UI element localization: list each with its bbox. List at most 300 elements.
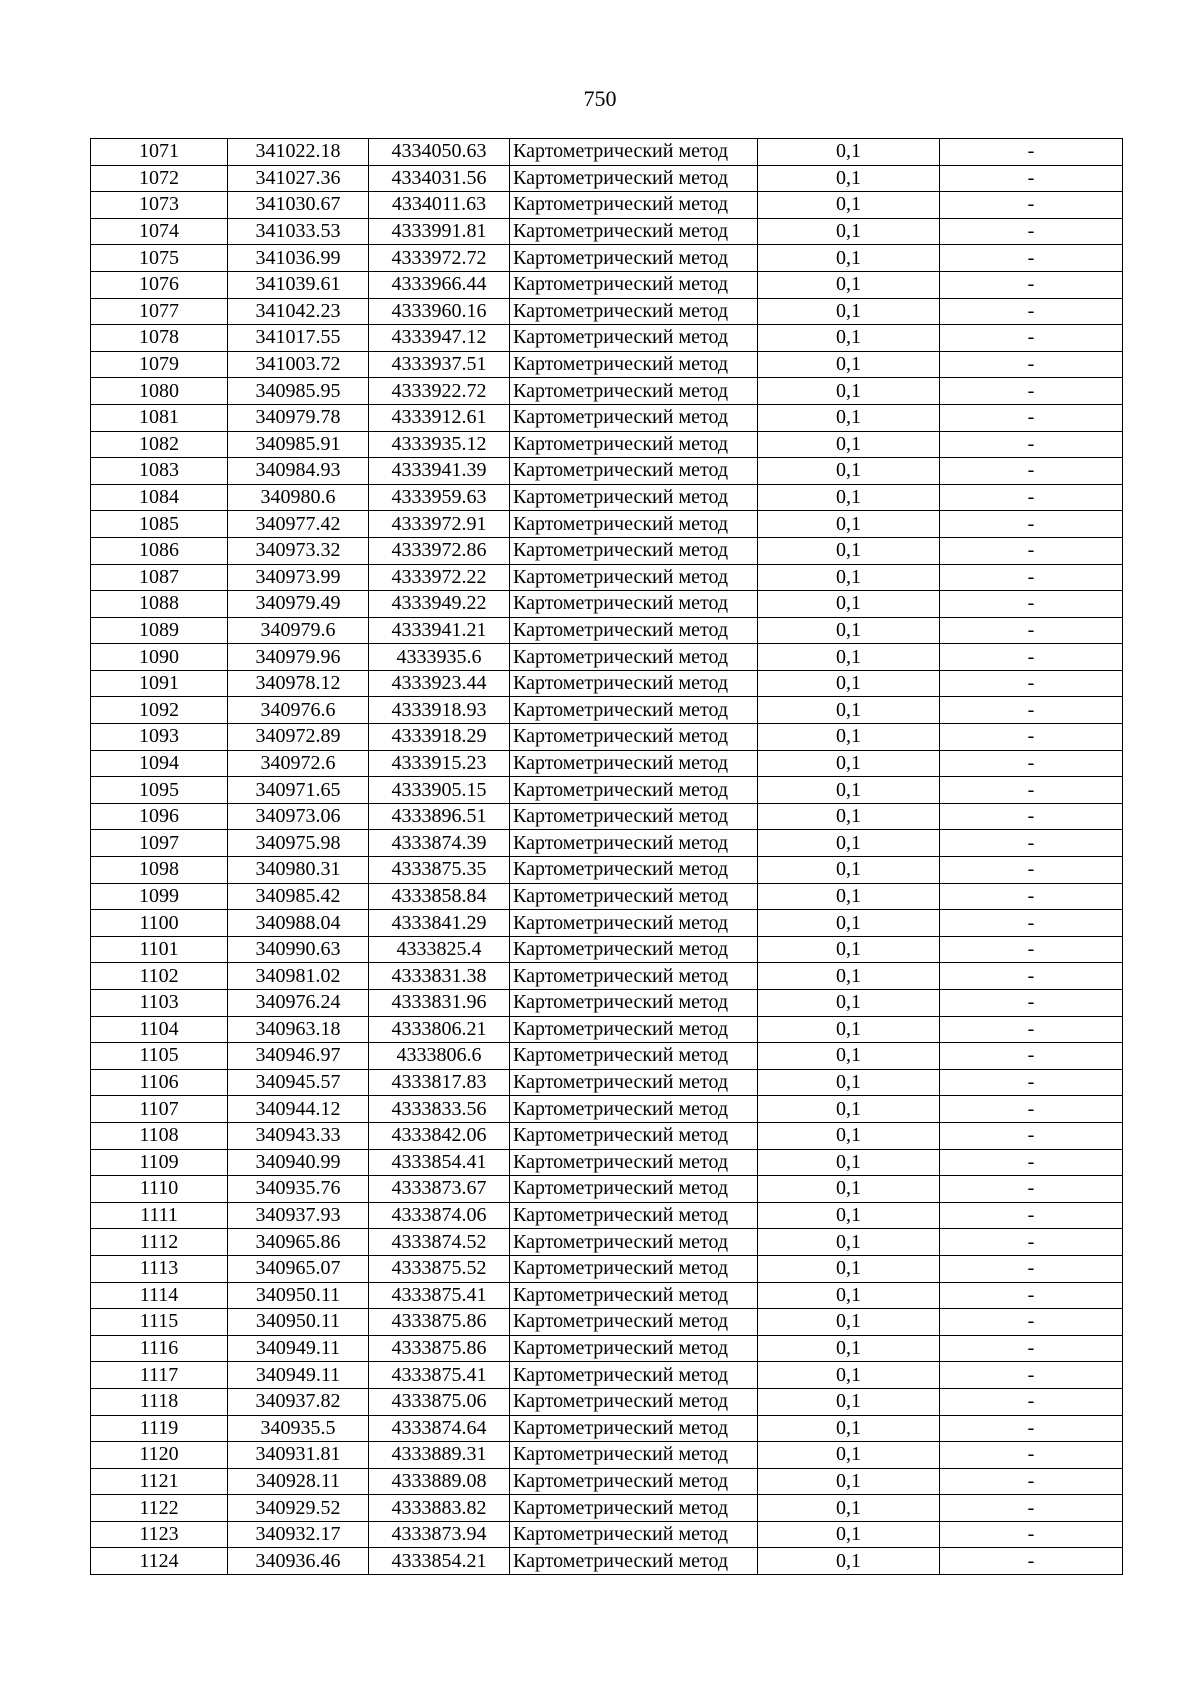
note-cell: - xyxy=(940,1442,1123,1469)
point-number-cell: 1084 xyxy=(91,484,228,511)
method-cell: Картометрический метод xyxy=(510,1229,758,1256)
point-number-cell: 1118 xyxy=(91,1388,228,1415)
point-number-cell: 1089 xyxy=(91,617,228,644)
table-row xyxy=(91,1495,1123,1522)
table-row xyxy=(91,1548,1123,1575)
method-cell: Картометрический метод xyxy=(510,990,758,1017)
x-coordinate-cell: 340935.76 xyxy=(228,1176,369,1203)
point-number-cell: 1110 xyxy=(91,1176,228,1203)
note-cell: - xyxy=(940,1468,1123,1495)
table-row xyxy=(91,1255,1123,1282)
table-row xyxy=(91,325,1123,352)
point-number-cell: 1094 xyxy=(91,750,228,777)
accuracy-cell: 0,1 xyxy=(758,910,940,937)
x-coordinate-cell: 341030.67 xyxy=(228,192,369,219)
method-cell: Картометрический метод xyxy=(510,857,758,884)
note-cell: - xyxy=(940,139,1123,166)
accuracy-cell: 0,1 xyxy=(758,351,940,378)
table-row xyxy=(91,1442,1123,1469)
note-cell: - xyxy=(940,1043,1123,1070)
method-cell: Картометрический метод xyxy=(510,1043,758,1070)
note-cell: - xyxy=(940,963,1123,990)
table-row xyxy=(91,1282,1123,1309)
table-row xyxy=(91,591,1123,618)
y-coordinate-cell: 4333889.08 xyxy=(369,1468,510,1495)
accuracy-cell: 0,1 xyxy=(758,298,940,325)
method-cell: Картометрический метод xyxy=(510,564,758,591)
accuracy-cell: 0,1 xyxy=(758,1468,940,1495)
accuracy-cell: 0,1 xyxy=(758,1548,940,1575)
y-coordinate-cell: 4333937.51 xyxy=(369,351,510,378)
x-coordinate-cell: 341022.18 xyxy=(228,139,369,166)
y-coordinate-cell: 4333915.23 xyxy=(369,750,510,777)
point-number-cell: 1116 xyxy=(91,1335,228,1362)
note-cell: - xyxy=(940,1229,1123,1256)
y-coordinate-cell: 4334031.56 xyxy=(369,165,510,192)
x-coordinate-cell: 340937.82 xyxy=(228,1388,369,1415)
y-coordinate-cell: 4333918.93 xyxy=(369,697,510,724)
note-cell: - xyxy=(940,1282,1123,1309)
x-coordinate-cell: 340940.99 xyxy=(228,1149,369,1176)
note-cell: - xyxy=(940,1016,1123,1043)
note-cell: - xyxy=(940,351,1123,378)
note-cell: - xyxy=(940,1495,1123,1522)
method-cell: Картометрический метод xyxy=(510,910,758,937)
point-number-cell: 1106 xyxy=(91,1069,228,1096)
table-row xyxy=(91,1069,1123,1096)
note-cell: - xyxy=(940,1176,1123,1203)
x-coordinate-cell: 340950.11 xyxy=(228,1309,369,1336)
y-coordinate-cell: 4333959.63 xyxy=(369,484,510,511)
table-row xyxy=(91,192,1123,219)
y-coordinate-cell: 4333949.22 xyxy=(369,591,510,618)
y-coordinate-cell: 4333912.61 xyxy=(369,404,510,431)
y-coordinate-cell: 4333833.56 xyxy=(369,1096,510,1123)
point-number-cell: 1078 xyxy=(91,325,228,352)
note-cell: - xyxy=(940,1335,1123,1362)
x-coordinate-cell: 340963.18 xyxy=(228,1016,369,1043)
method-cell: Картометрический метод xyxy=(510,936,758,963)
x-coordinate-cell: 340979.78 xyxy=(228,404,369,431)
coordinates-table-body xyxy=(91,139,1123,1575)
x-coordinate-cell: 340973.99 xyxy=(228,564,369,591)
method-cell: Картометрический метод xyxy=(510,1149,758,1176)
point-number-cell: 1081 xyxy=(91,404,228,431)
point-number-cell: 1119 xyxy=(91,1415,228,1442)
table-row xyxy=(91,1122,1123,1149)
y-coordinate-cell: 4334011.63 xyxy=(369,192,510,219)
note-cell: - xyxy=(940,830,1123,857)
method-cell: Картометрический метод xyxy=(510,1521,758,1548)
y-coordinate-cell: 4333883.82 xyxy=(369,1495,510,1522)
accuracy-cell: 0,1 xyxy=(758,963,940,990)
y-coordinate-cell: 4333873.67 xyxy=(369,1176,510,1203)
method-cell: Картометрический метод xyxy=(510,351,758,378)
method-cell: Картометрический метод xyxy=(510,1442,758,1469)
x-coordinate-cell: 340937.93 xyxy=(228,1202,369,1229)
accuracy-cell: 0,1 xyxy=(758,245,940,272)
y-coordinate-cell: 4333947.12 xyxy=(369,325,510,352)
accuracy-cell: 0,1 xyxy=(758,511,940,538)
note-cell: - xyxy=(940,458,1123,485)
method-cell: Картометрический метод xyxy=(510,750,758,777)
accuracy-cell: 0,1 xyxy=(758,325,940,352)
note-cell: - xyxy=(940,404,1123,431)
y-coordinate-cell: 4333858.84 xyxy=(369,883,510,910)
x-coordinate-cell: 341039.61 xyxy=(228,271,369,298)
method-cell: Картометрический метод xyxy=(510,1282,758,1309)
table-row xyxy=(91,936,1123,963)
method-cell: Картометрический метод xyxy=(510,963,758,990)
accuracy-cell: 0,1 xyxy=(758,644,940,671)
method-cell: Картометрический метод xyxy=(510,537,758,564)
accuracy-cell: 0,1 xyxy=(758,1043,940,1070)
point-number-cell: 1080 xyxy=(91,378,228,405)
y-coordinate-cell: 4333873.94 xyxy=(369,1521,510,1548)
note-cell: - xyxy=(940,670,1123,697)
y-coordinate-cell: 4333874.06 xyxy=(369,1202,510,1229)
accuracy-cell: 0,1 xyxy=(758,697,940,724)
accuracy-cell: 0,1 xyxy=(758,1362,940,1389)
point-number-cell: 1088 xyxy=(91,591,228,618)
table-row xyxy=(91,484,1123,511)
accuracy-cell: 0,1 xyxy=(758,271,940,298)
accuracy-cell: 0,1 xyxy=(758,857,940,884)
page-number: 750 xyxy=(583,86,617,111)
x-coordinate-cell: 340985.95 xyxy=(228,378,369,405)
x-coordinate-cell: 340965.86 xyxy=(228,1229,369,1256)
x-coordinate-cell: 340979.6 xyxy=(228,617,369,644)
y-coordinate-cell: 4333875.41 xyxy=(369,1362,510,1389)
accuracy-cell: 0,1 xyxy=(758,883,940,910)
y-coordinate-cell: 4333875.41 xyxy=(369,1282,510,1309)
table-row xyxy=(91,1362,1123,1389)
accuracy-cell: 0,1 xyxy=(758,1415,940,1442)
method-cell: Картометрический метод xyxy=(510,1016,758,1043)
note-cell: - xyxy=(940,245,1123,272)
x-coordinate-cell: 340944.12 xyxy=(228,1096,369,1123)
note-cell: - xyxy=(940,1521,1123,1548)
note-cell: - xyxy=(940,1362,1123,1389)
x-coordinate-cell: 341003.72 xyxy=(228,351,369,378)
point-number-cell: 1122 xyxy=(91,1495,228,1522)
accuracy-cell: 0,1 xyxy=(758,1495,940,1522)
accuracy-cell: 0,1 xyxy=(758,1122,940,1149)
x-coordinate-cell: 340984.93 xyxy=(228,458,369,485)
note-cell: - xyxy=(940,1202,1123,1229)
method-cell: Картометрический метод xyxy=(510,670,758,697)
x-coordinate-cell: 340985.91 xyxy=(228,431,369,458)
x-coordinate-cell: 340971.65 xyxy=(228,777,369,804)
table-row xyxy=(91,803,1123,830)
method-cell: Картометрический метод xyxy=(510,697,758,724)
y-coordinate-cell: 4333905.15 xyxy=(369,777,510,804)
method-cell: Картометрический метод xyxy=(510,218,758,245)
x-coordinate-cell: 340945.57 xyxy=(228,1069,369,1096)
x-coordinate-cell: 340932.17 xyxy=(228,1521,369,1548)
y-coordinate-cell: 4333831.38 xyxy=(369,963,510,990)
point-number-cell: 1093 xyxy=(91,724,228,751)
method-cell: Картометрический метод xyxy=(510,139,758,166)
note-cell: - xyxy=(940,537,1123,564)
x-coordinate-cell: 340935.5 xyxy=(228,1415,369,1442)
x-coordinate-cell: 340965.07 xyxy=(228,1255,369,1282)
method-cell: Картометрический метод xyxy=(510,1069,758,1096)
method-cell: Картометрический метод xyxy=(510,1176,758,1203)
method-cell: Картометрический метод xyxy=(510,484,758,511)
method-cell: Картометрический метод xyxy=(510,644,758,671)
y-coordinate-cell: 4333817.83 xyxy=(369,1069,510,1096)
accuracy-cell: 0,1 xyxy=(758,564,940,591)
table-row xyxy=(91,830,1123,857)
table-row xyxy=(91,990,1123,1017)
point-number-cell: 1095 xyxy=(91,777,228,804)
point-number-cell: 1102 xyxy=(91,963,228,990)
method-cell: Картометрический метод xyxy=(510,777,758,804)
note-cell: - xyxy=(940,378,1123,405)
table-row xyxy=(91,910,1123,937)
y-coordinate-cell: 4333875.86 xyxy=(369,1335,510,1362)
table-row xyxy=(91,271,1123,298)
table-row xyxy=(91,670,1123,697)
y-coordinate-cell: 4333923.44 xyxy=(369,670,510,697)
y-coordinate-cell: 4333806.6 xyxy=(369,1043,510,1070)
table-row xyxy=(91,431,1123,458)
method-cell: Картометрический метод xyxy=(510,1309,758,1336)
table-row xyxy=(91,139,1123,166)
table-row xyxy=(91,617,1123,644)
method-cell: Картометрический метод xyxy=(510,1335,758,1362)
point-number-cell: 1075 xyxy=(91,245,228,272)
method-cell: Картометрический метод xyxy=(510,245,758,272)
table-row xyxy=(91,963,1123,990)
method-cell: Картометрический метод xyxy=(510,724,758,751)
point-number-cell: 1100 xyxy=(91,910,228,937)
point-number-cell: 1117 xyxy=(91,1362,228,1389)
accuracy-cell: 0,1 xyxy=(758,165,940,192)
method-cell: Картометрический метод xyxy=(510,1122,758,1149)
accuracy-cell: 0,1 xyxy=(758,591,940,618)
table-row xyxy=(91,857,1123,884)
point-number-cell: 1109 xyxy=(91,1149,228,1176)
note-cell: - xyxy=(940,431,1123,458)
x-coordinate-cell: 340985.42 xyxy=(228,883,369,910)
accuracy-cell: 0,1 xyxy=(758,1309,940,1336)
point-number-cell: 1073 xyxy=(91,192,228,219)
table-row xyxy=(91,724,1123,751)
x-coordinate-cell: 340950.11 xyxy=(228,1282,369,1309)
accuracy-cell: 0,1 xyxy=(758,1149,940,1176)
method-cell: Картометрический метод xyxy=(510,1362,758,1389)
note-cell: - xyxy=(940,1149,1123,1176)
note-cell: - xyxy=(940,484,1123,511)
accuracy-cell: 0,1 xyxy=(758,750,940,777)
y-coordinate-cell: 4333972.22 xyxy=(369,564,510,591)
accuracy-cell: 0,1 xyxy=(758,218,940,245)
point-number-cell: 1103 xyxy=(91,990,228,1017)
y-coordinate-cell: 4333922.72 xyxy=(369,378,510,405)
note-cell: - xyxy=(940,883,1123,910)
note-cell: - xyxy=(940,910,1123,937)
table-row xyxy=(91,218,1123,245)
x-coordinate-cell: 340988.04 xyxy=(228,910,369,937)
method-cell: Картометрический метод xyxy=(510,298,758,325)
x-coordinate-cell: 340972.89 xyxy=(228,724,369,751)
x-coordinate-cell: 340949.11 xyxy=(228,1335,369,1362)
accuracy-cell: 0,1 xyxy=(758,990,940,1017)
point-number-cell: 1083 xyxy=(91,458,228,485)
point-number-cell: 1099 xyxy=(91,883,228,910)
y-coordinate-cell: 4333972.91 xyxy=(369,511,510,538)
point-number-cell: 1120 xyxy=(91,1442,228,1469)
table-row xyxy=(91,750,1123,777)
y-coordinate-cell: 4333896.51 xyxy=(369,803,510,830)
method-cell: Картометрический метод xyxy=(510,165,758,192)
y-coordinate-cell: 4333966.44 xyxy=(369,271,510,298)
x-coordinate-cell: 340979.96 xyxy=(228,644,369,671)
accuracy-cell: 0,1 xyxy=(758,1388,940,1415)
accuracy-cell: 0,1 xyxy=(758,484,940,511)
note-cell: - xyxy=(940,218,1123,245)
method-cell: Картометрический метод xyxy=(510,803,758,830)
x-coordinate-cell: 340975.98 xyxy=(228,830,369,857)
method-cell: Картометрический метод xyxy=(510,404,758,431)
y-coordinate-cell: 4333875.52 xyxy=(369,1255,510,1282)
table-row xyxy=(91,298,1123,325)
note-cell: - xyxy=(940,697,1123,724)
method-cell: Картометрический метод xyxy=(510,1388,758,1415)
method-cell: Картометрический метод xyxy=(510,883,758,910)
note-cell: - xyxy=(940,564,1123,591)
y-coordinate-cell: 4333874.39 xyxy=(369,830,510,857)
x-coordinate-cell: 340979.49 xyxy=(228,591,369,618)
point-number-cell: 1085 xyxy=(91,511,228,538)
method-cell: Картометрический метод xyxy=(510,511,758,538)
x-coordinate-cell: 340973.32 xyxy=(228,537,369,564)
table-row xyxy=(91,1335,1123,1362)
point-number-cell: 1121 xyxy=(91,1468,228,1495)
accuracy-cell: 0,1 xyxy=(758,1335,940,1362)
y-coordinate-cell: 4333935.6 xyxy=(369,644,510,671)
accuracy-cell: 0,1 xyxy=(758,1202,940,1229)
accuracy-cell: 0,1 xyxy=(758,724,940,751)
table-row xyxy=(91,1229,1123,1256)
accuracy-cell: 0,1 xyxy=(758,936,940,963)
x-coordinate-cell: 340981.02 xyxy=(228,963,369,990)
x-coordinate-cell: 340980.6 xyxy=(228,484,369,511)
method-cell: Картометрический метод xyxy=(510,1096,758,1123)
accuracy-cell: 0,1 xyxy=(758,1069,940,1096)
point-number-cell: 1098 xyxy=(91,857,228,884)
x-coordinate-cell: 340946.97 xyxy=(228,1043,369,1070)
table-row xyxy=(91,511,1123,538)
y-coordinate-cell: 4333874.64 xyxy=(369,1415,510,1442)
note-cell: - xyxy=(940,644,1123,671)
table-row xyxy=(91,1043,1123,1070)
x-coordinate-cell: 340949.11 xyxy=(228,1362,369,1389)
point-number-cell: 1096 xyxy=(91,803,228,830)
method-cell: Картометрический метод xyxy=(510,192,758,219)
x-coordinate-cell: 340973.06 xyxy=(228,803,369,830)
y-coordinate-cell: 4333825.4 xyxy=(369,936,510,963)
table-row xyxy=(91,378,1123,405)
point-number-cell: 1092 xyxy=(91,697,228,724)
note-cell: - xyxy=(940,803,1123,830)
method-cell: Картометрический метод xyxy=(510,1548,758,1575)
method-cell: Картометрический метод xyxy=(510,1202,758,1229)
method-cell: Картометрический метод xyxy=(510,378,758,405)
accuracy-cell: 0,1 xyxy=(758,1255,940,1282)
y-coordinate-cell: 4333854.41 xyxy=(369,1149,510,1176)
point-number-cell: 1105 xyxy=(91,1043,228,1070)
method-cell: Картометрический метод xyxy=(510,1495,758,1522)
method-cell: Картометрический метод xyxy=(510,458,758,485)
table-row xyxy=(91,1176,1123,1203)
point-number-cell: 1086 xyxy=(91,537,228,564)
point-number-cell: 1104 xyxy=(91,1016,228,1043)
x-coordinate-cell: 340936.46 xyxy=(228,1548,369,1575)
y-coordinate-cell: 4333991.81 xyxy=(369,218,510,245)
note-cell: - xyxy=(940,192,1123,219)
point-number-cell: 1079 xyxy=(91,351,228,378)
table-row xyxy=(91,245,1123,272)
point-number-cell: 1087 xyxy=(91,564,228,591)
note-cell: - xyxy=(940,325,1123,352)
note-cell: - xyxy=(940,936,1123,963)
x-coordinate-cell: 340976.6 xyxy=(228,697,369,724)
y-coordinate-cell: 4333960.16 xyxy=(369,298,510,325)
table-row xyxy=(91,1202,1123,1229)
accuracy-cell: 0,1 xyxy=(758,830,940,857)
note-cell: - xyxy=(940,617,1123,644)
y-coordinate-cell: 4333854.21 xyxy=(369,1548,510,1575)
table-row xyxy=(91,697,1123,724)
note-cell: - xyxy=(940,591,1123,618)
x-coordinate-cell: 340928.11 xyxy=(228,1468,369,1495)
accuracy-cell: 0,1 xyxy=(758,431,940,458)
point-number-cell: 1113 xyxy=(91,1255,228,1282)
note-cell: - xyxy=(940,1122,1123,1149)
y-coordinate-cell: 4333875.86 xyxy=(369,1309,510,1336)
accuracy-cell: 0,1 xyxy=(758,777,940,804)
table-row xyxy=(91,1388,1123,1415)
y-coordinate-cell: 4333941.21 xyxy=(369,617,510,644)
accuracy-cell: 0,1 xyxy=(758,1229,940,1256)
y-coordinate-cell: 4333918.29 xyxy=(369,724,510,751)
point-number-cell: 1124 xyxy=(91,1548,228,1575)
method-cell: Картометрический метод xyxy=(510,1468,758,1495)
table-row xyxy=(91,1415,1123,1442)
table-row xyxy=(91,165,1123,192)
point-number-cell: 1108 xyxy=(91,1122,228,1149)
point-number-cell: 1097 xyxy=(91,830,228,857)
coordinates-table xyxy=(90,138,1123,1575)
accuracy-cell: 0,1 xyxy=(758,1282,940,1309)
table-row xyxy=(91,777,1123,804)
table-row xyxy=(91,1521,1123,1548)
accuracy-cell: 0,1 xyxy=(758,1016,940,1043)
x-coordinate-cell: 340990.63 xyxy=(228,936,369,963)
y-coordinate-cell: 4333972.86 xyxy=(369,537,510,564)
accuracy-cell: 0,1 xyxy=(758,670,940,697)
method-cell: Картометрический метод xyxy=(510,830,758,857)
table-row xyxy=(91,1149,1123,1176)
x-coordinate-cell: 341033.53 xyxy=(228,218,369,245)
x-coordinate-cell: 341042.23 xyxy=(228,298,369,325)
y-coordinate-cell: 4333841.29 xyxy=(369,910,510,937)
table-row xyxy=(91,404,1123,431)
note-cell: - xyxy=(940,1255,1123,1282)
